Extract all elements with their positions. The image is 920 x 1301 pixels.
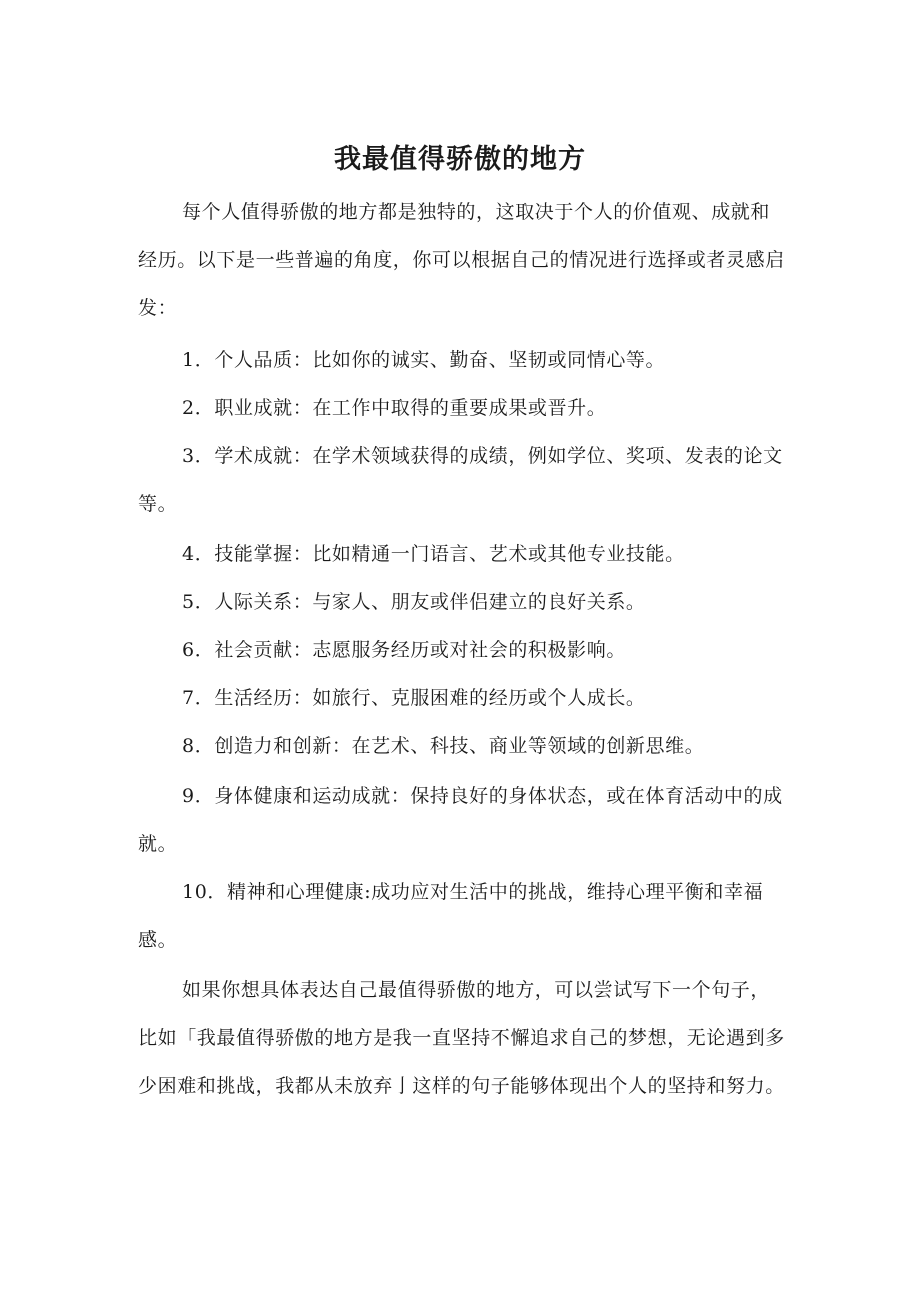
list-item-text: 社会贡献：志愿服务经历或对社会的积极影响。 <box>214 639 626 661</box>
list-item: 2．职业成就：在工作中取得的重要成果或晋升。 <box>182 397 607 419</box>
list-item-number: 7 <box>182 687 195 709</box>
list-item: 3．学术成就：在学术领域获得的成绩，例如学位、奖项、发表的论文等。 <box>138 445 783 515</box>
list-item-text: 创造力和创新：在艺术、科技、商业等领域的创新思维。 <box>214 735 705 757</box>
list-item: 9．身体健康和运动成就：保持良好的身体状态，或在体育活动中的成就。 <box>138 785 783 855</box>
conclusion-paragraph: 如果你想具体表达自己最值得骄傲的地方，可以尝试写下一个句子，比如「我最值得骄傲的地方是我一直坚持不懈追求自己的梦想，无论遇到多少困难和挑战，我都从未放弃亅这样的句子能够体现出个人的坚持和努力。 <box>138 979 785 1097</box>
list-item: 10．精神和心理健康:成功应对生活中的挑战，维持心理平衡和幸福感。 <box>138 881 764 951</box>
list-item-number: 8 <box>182 735 195 757</box>
list-item-text: 技能掌握：比如精通一门语言、艺术或其他专业技能。 <box>214 543 685 565</box>
list-item-number: 9 <box>182 785 195 807</box>
list-item-text: 个人品质：比如你的诚实、勤奋、坚韧或同情心等。 <box>214 349 666 371</box>
list-item-text: 身体健康和运动成就：保持良好的身体状态，或在体育活动中的成就。 <box>138 785 783 855</box>
list-item-number: 2 <box>182 397 195 419</box>
list-item: 5．人际关系：与家人、朋友或伴侣建立的良好关系。 <box>182 591 646 613</box>
list-item-text: 学术成就：在学术领域获得的成绩，例如学位、奖项、发表的论文等。 <box>138 445 783 515</box>
list-item-number: 10 <box>182 881 208 903</box>
list-item-text: 精神和心理健康:成功应对生活中的挑战，维持心理平衡和幸福感。 <box>138 881 764 951</box>
list-item-number: 6 <box>182 639 195 661</box>
document-title: 我最值得骄傲的地方 <box>334 144 586 175</box>
list-item: 1．个人品质：比如你的诚实、勤奋、坚韧或同情心等。 <box>182 349 666 371</box>
intro-paragraph: 每个人值得骄傲的地方都是独特的，这取决于个人的价值观、成就和经历。以下是一些普遍的角度，你可以根据自己的情况进行选择或者灵感启发： <box>138 201 785 319</box>
list-item-text: 生活经历：如旅行、克服困难的经历或个人成长。 <box>214 687 646 709</box>
list-item: 7．生活经历：如旅行、克服困难的经历或个人成长。 <box>182 687 646 709</box>
list-item-number: 4 <box>182 543 195 565</box>
list-item: 6．社会贡献：志愿服务经历或对社会的积极影响。 <box>182 639 626 661</box>
list-item: 4．技能掌握：比如精通一门语言、艺术或其他专业技能。 <box>182 543 685 565</box>
list-item-number: 3 <box>182 445 195 467</box>
list-item-number: 5 <box>182 591 195 613</box>
list-item-text: 职业成就：在工作中取得的重要成果或晋升。 <box>214 397 607 419</box>
list-item-number: 1 <box>182 349 195 371</box>
list-item-text: 人际关系：与家人、朋友或伴侣建立的良好关系。 <box>214 591 646 613</box>
list-item: 8．创造力和创新：在艺术、科技、商业等领域的创新思维。 <box>182 735 705 757</box>
